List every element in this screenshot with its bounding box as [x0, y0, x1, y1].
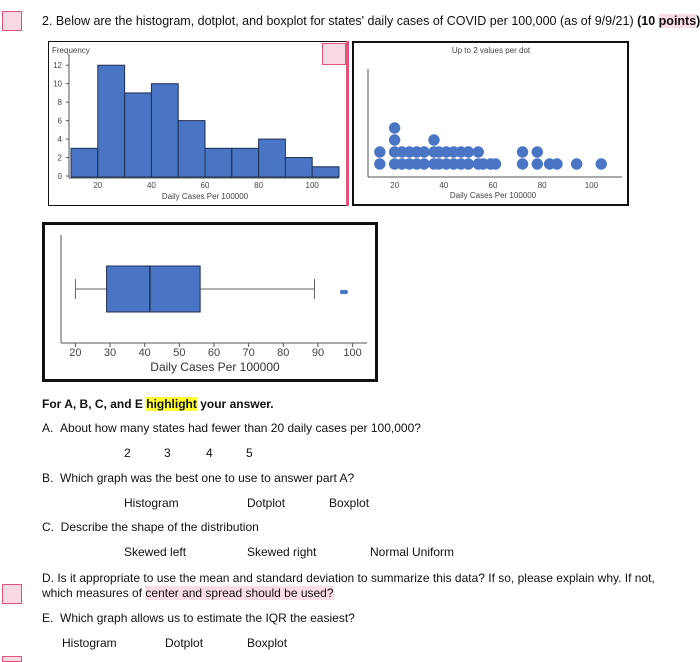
- dotplot-dot: [596, 158, 607, 169]
- histogram-ylabel: Frequency: [52, 46, 90, 55]
- part-d-text: Is it appropriate to use the mean and standard deviation to summarize this data? If so, please explain why. If not,: [57, 571, 655, 585]
- histogram-figure: [48, 41, 348, 206]
- histogram-bar: [71, 148, 98, 177]
- answer-marker-3[interactable]: [2, 656, 22, 662]
- boxplot-x-tick-label: 90: [311, 347, 325, 359]
- part-e-option-histogram[interactable]: Histogram: [62, 636, 117, 650]
- dotplot-dot: [374, 158, 385, 169]
- part-e-question: [42, 611, 355, 625]
- histogram-bar: [259, 139, 286, 177]
- part-b-option-dotplot[interactable]: Dotplot: [247, 496, 286, 510]
- answer-marker-2[interactable]: [2, 584, 22, 604]
- dotplot-dot: [473, 146, 484, 157]
- part-a-option-3[interactable]: 3: [164, 446, 171, 460]
- part-a-option-5[interactable]: 5: [246, 446, 253, 460]
- histogram-y-tick-label: 0: [57, 172, 62, 181]
- dotplot-dot: [374, 146, 385, 157]
- part-a-label: A.: [42, 421, 54, 435]
- dotplot-dot: [490, 158, 501, 169]
- part-b-text: Which graph was the best one to use to answer part A?: [60, 471, 355, 485]
- dotplot-dot: [517, 146, 528, 157]
- histogram-x-tick-label: 80: [254, 181, 264, 190]
- boxplot-box: [107, 266, 201, 312]
- question-text: Below are the histogram, dotplot, and boxplot for states' daily cases of COVID per 100,000 (as of 9/9/21): [55, 14, 634, 28]
- part-c-option-skewed-left[interactable]: Skewed left: [124, 545, 187, 559]
- histogram-x-tick-label: 20: [93, 181, 103, 190]
- instructions-highlight: highlight: [146, 397, 197, 411]
- histogram-y-tick-label: 2: [57, 153, 62, 163]
- histogram-bar: [312, 167, 339, 177]
- part-d-text-line2: which measures of: [42, 586, 146, 600]
- dotplot-dot: [517, 158, 528, 169]
- dotplot-figure: [352, 41, 629, 206]
- dotplot-x-tick-label: 100: [584, 181, 599, 190]
- part-a-text: About how many states had fewer than 20 daily cases per 100,000?: [60, 421, 421, 435]
- part-b-option-boxplot[interactable]: Boxplot: [329, 496, 370, 510]
- histogram-chart: [49, 42, 346, 204]
- question-title: [42, 14, 700, 28]
- dotplot-dot: [463, 158, 474, 169]
- histogram-y-tick-label: 4: [57, 135, 62, 145]
- histogram-x-tick-label: 100: [305, 181, 319, 190]
- instructions-prefix: For A, B, C, and E: [42, 397, 147, 411]
- dotplot-dot: [463, 146, 474, 157]
- histogram-bar: [232, 148, 259, 177]
- histogram-bar: [98, 65, 125, 177]
- dotplot-title: Up to 2 values per dot: [451, 46, 531, 55]
- dotplot-x-tick-label: 60: [488, 181, 498, 190]
- boxplot-x-tick-label: 80: [277, 347, 290, 359]
- dotplot-dot: [532, 158, 543, 169]
- dotplot-dot: [418, 146, 429, 157]
- part-d-question-line2: [42, 586, 334, 600]
- histogram-bar: [205, 148, 232, 177]
- part-e-text: Which graph allows us to estimate the IQR the easiest?: [60, 611, 355, 625]
- histogram-y-tick-label: 8: [57, 98, 62, 108]
- part-d-question: [42, 571, 655, 585]
- part-c-question: [42, 520, 259, 534]
- part-b-question: [42, 471, 354, 485]
- boxplot-x-tick-label: 40: [138, 347, 151, 359]
- boxplot-x-tick-label: 60: [207, 347, 221, 359]
- boxplot-xlabel: Daily Cases Per 100000: [150, 360, 280, 374]
- histogram-y-tick-label: 6: [57, 116, 62, 126]
- histogram-bar: [285, 158, 312, 177]
- instructions-suffix: your answer.: [196, 397, 274, 411]
- points-word: points: [658, 14, 697, 28]
- dotplot-dot: [551, 158, 562, 169]
- dotplot-x-tick-label: 40: [439, 181, 449, 190]
- part-a-option-4[interactable]: 4: [206, 446, 213, 460]
- question-number: 2.: [42, 14, 53, 28]
- part-e-option-boxplot[interactable]: Boxplot: [247, 636, 288, 650]
- histogram-xlabel: Daily Cases Per 100000: [161, 192, 249, 201]
- boxplot-x-tick-label: 70: [242, 347, 255, 359]
- part-e-option-dotplot[interactable]: Dotplot: [165, 636, 204, 650]
- boxplot-x-tick-label: 30: [103, 347, 117, 359]
- dotplot-x-tick-label: 80: [537, 181, 547, 190]
- part-c-option-normal-uniform[interactable]: Normal Uniform: [370, 545, 455, 559]
- dotplot-x-tick-label: 20: [390, 181, 400, 190]
- part-c-text: Describe the shape of the distribution: [60, 520, 259, 534]
- histogram-y-tick-label: 12: [53, 61, 62, 71]
- histogram-x-tick-label: 60: [200, 181, 210, 190]
- dotplot-dot: [389, 134, 400, 145]
- dotplot-xlabel: Daily Cases Per 100000: [449, 191, 537, 200]
- part-d-highlight: center and spread should be used?: [145, 586, 334, 600]
- histogram-bar: [178, 121, 205, 177]
- histogram-corner-marker[interactable]: [322, 43, 346, 65]
- dotplot-dot: [532, 146, 543, 157]
- histogram-y-tick-label: 10: [53, 79, 62, 89]
- boxplot-x-tick-label: 20: [69, 347, 82, 359]
- part-e-label: E.: [42, 611, 54, 625]
- boxplot-figure: [42, 222, 378, 382]
- part-c-option-skewed-right[interactable]: Skewed right: [247, 545, 317, 559]
- points-open: (10: [637, 14, 659, 28]
- dotplot-dot: [428, 134, 439, 145]
- histogram-bar: [151, 84, 178, 177]
- part-a-option-2[interactable]: 2: [124, 446, 131, 460]
- part-b-option-histogram[interactable]: Histogram: [124, 496, 179, 510]
- dotplot-dot: [389, 122, 400, 133]
- answer-marker-1[interactable]: [2, 11, 22, 31]
- dotplot-dot: [418, 158, 429, 169]
- part-b-label: B.: [42, 471, 54, 485]
- part-d-label: D.: [42, 571, 54, 585]
- instructions: [42, 397, 274, 411]
- part-c-label: C.: [42, 520, 54, 534]
- histogram-bar: [125, 93, 152, 177]
- boxplot-x-tick-label: 50: [173, 347, 186, 359]
- histogram-x-tick-label: 40: [146, 181, 156, 190]
- points-close: ): [696, 14, 700, 28]
- dotplot-chart: [354, 43, 627, 204]
- boxplot-outlier: [343, 290, 348, 295]
- boxplot-x-tick-label: 100: [343, 347, 362, 359]
- part-a-question: [42, 421, 421, 435]
- boxplot-chart: [45, 225, 375, 379]
- histogram-red-divider: [346, 41, 349, 206]
- dotplot-dot: [571, 158, 582, 169]
